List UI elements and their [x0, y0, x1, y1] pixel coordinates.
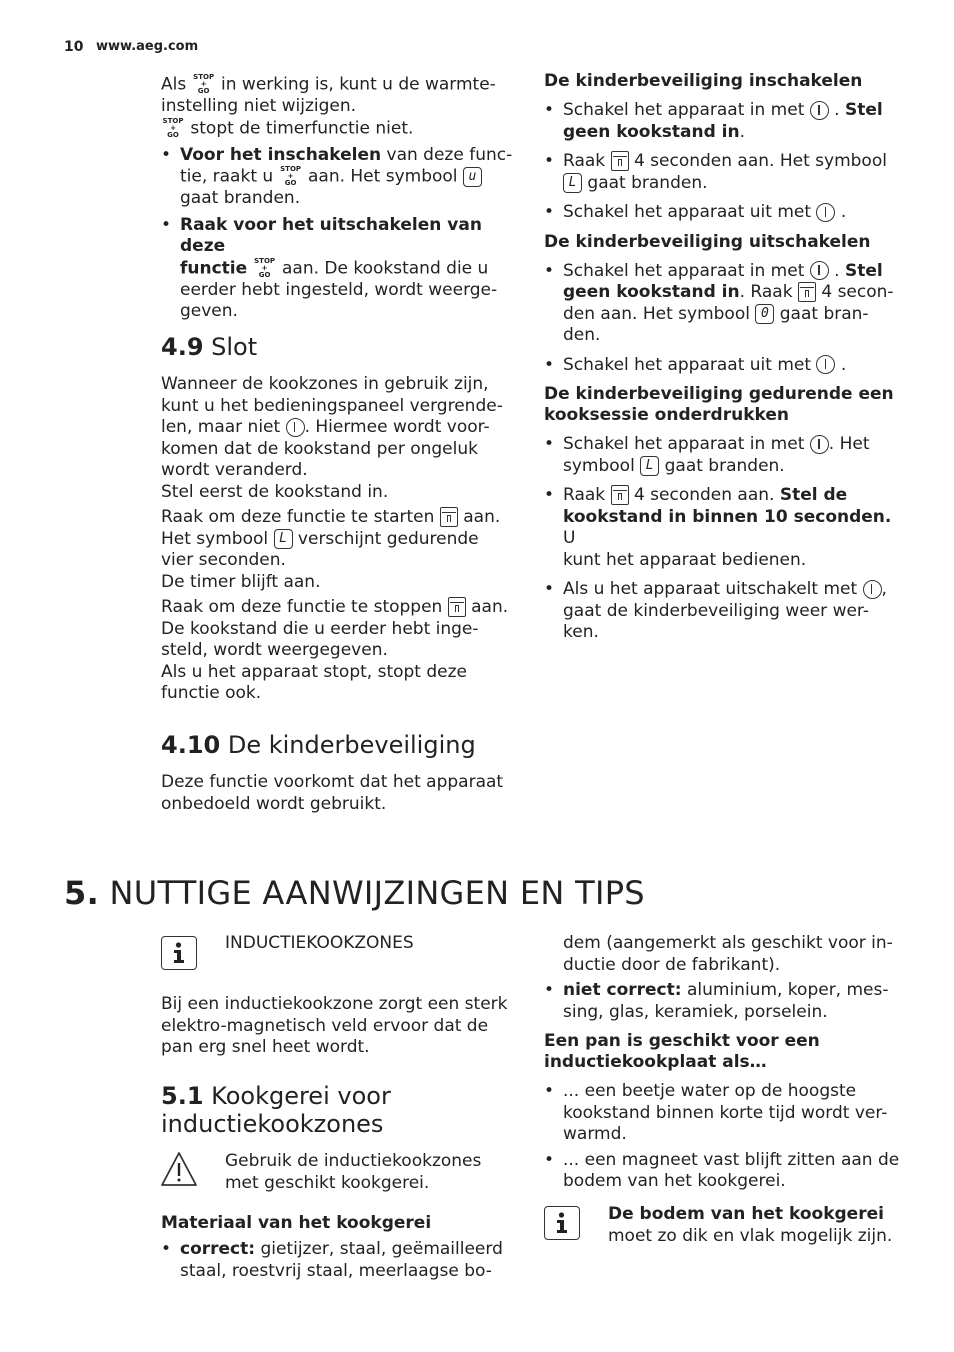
display-u-icon: u: [463, 167, 482, 187]
list-item-continued: dem (aangemerkt als geschikt voor in- ductie door de fabrikant).: [563, 933, 893, 975]
section-5-title: 5. NUTTIGE AANWIJZINGEN EN TIPS: [64, 874, 645, 912]
display-l-icon: L: [640, 456, 659, 476]
right-column-bottom: [544, 933, 904, 1193]
info-text-bodem: De bodem van het kookgerei moet zo dik en vlak mogelijk zijn.: [608, 1204, 893, 1246]
power-icon: [816, 355, 835, 374]
stop-go-icon: STOP + GO: [280, 165, 302, 187]
subheading: De kinderbeveiliging gedurende een kooksessie onderdrukken: [544, 384, 894, 425]
power-icon: [810, 261, 829, 280]
warning-text: Gebruik de inductiekookzones met geschikt kookgerei.: [225, 1151, 482, 1193]
slot-text: Wanneer de kookzones in gebruik zijn, kunt u het bedieningspaneel vergrende- len, maar niet . Hiermee wordt voor- komen dat de kookstand per ongeluk wordt veranderd. Stel eerst de kookstand in. Raak om deze functie te starten aan. Het symbool L verschijnt gedurende vier seconden. De timer blijft aan. Raak om deze functie te stoppen aan. De kookstand die u eerder hebt inge- steld, wordt weergegeven. Als u het apparaat stopt, stopt deze functie ook.: [161, 374, 509, 703]
list-item: • ... een beetje water op de hoogste kookstand binnen korte tijd wordt ver- warmd.: [544, 1081, 904, 1146]
subheading: Een pan is geschikt voor een inductiekookplaat als…: [544, 1031, 820, 1072]
list-item: • Raak voor het uitschakelen van deze functie STOP + GO aan. De kookstand die u eerder hebt ingesteld, wordt weerge- geven.: [161, 215, 521, 323]
right-column-top: [544, 71, 904, 644]
list-item: • Schakel het apparaat uit met .: [544, 355, 904, 377]
induction-intro: Bij een inductiekookzone zorgt een sterk elektro-magnetisch veld ervoor dat de pan erg snel heet wordt.: [161, 994, 508, 1057]
heading-5-1: 5.1 Kookgerei voor inductiekookzones: [161, 1082, 391, 1138]
list-item: • Als u het apparaat uitschakelt met , gaat de kinderbeveiliging weer wer- ken.: [544, 579, 904, 644]
display-0-icon: 0: [755, 304, 774, 324]
stop-go-icon: STOP + GO: [162, 116, 184, 139]
power-icon: [286, 418, 305, 437]
list-item: • Schakel het apparaat in met . Het symbool L gaat branden.: [544, 434, 904, 477]
list-item: • Raak 4 seconden aan. Het symbool L gaat branden.: [544, 151, 904, 194]
lock-icon: [611, 151, 629, 171]
info-text-inductiekookzones: INDUCTIEKOOKZONES: [225, 933, 414, 953]
list-item: • Schakel het apparaat in met . Stel geen kookstand in. Raak 4 secon- den aan. Het symbool 0 gaat bran- den.: [544, 261, 904, 347]
lock-icon: [440, 507, 458, 527]
stop-go-icon: STOP + GO: [254, 256, 276, 279]
power-icon: [810, 435, 829, 454]
heading-4-10: 4.10 De kinderbeveiliging: [161, 731, 476, 759]
subheading: De kinderbeveiliging uitschakelen: [544, 231, 871, 252]
list-item: • Schakel het apparaat in met . Stel geen kookstand in.: [544, 100, 904, 143]
subheading-materiaal: Materiaal van het kookgerei: [161, 1213, 432, 1233]
website-url: www.aeg.com: [96, 39, 199, 54]
page-number: 10: [64, 39, 84, 55]
power-icon: [810, 101, 829, 120]
kinderbeveiliging-intro: Deze functie voorkomt dat het apparaat onbedoeld wordt gebruikt.: [161, 772, 504, 814]
display-l-icon: L: [274, 529, 293, 549]
info-icon: [161, 936, 197, 970]
list-item: • Schakel het apparaat uit met .: [544, 202, 904, 224]
list-item: • Raak 4 seconden aan. Stel de kookstand in binnen 10 seconden. U kunt het apparaat bedienen.: [544, 485, 904, 571]
power-icon: [816, 203, 835, 222]
list-item: • correct: gietijzer, staal, geëmailleerd staal, roestvrij staal, meerlaagse bo-: [161, 1239, 521, 1282]
materials-list: [161, 1239, 521, 1282]
lock-icon: [798, 282, 816, 302]
lock-icon: [448, 597, 466, 617]
power-icon: [863, 580, 882, 599]
list-item: • Voor het inschakelen van deze func- tie, raakt u STOP + GO aan. Het symbool u gaat branden.: [161, 145, 521, 210]
warning-icon: [159, 1150, 199, 1192]
stop-go-icon: STOP + GO: [193, 73, 215, 95]
heading-4-9: 4.9 Slot: [161, 333, 258, 361]
lock-icon: [611, 485, 629, 505]
left-column-top: Als STOP + GO in werking is, kunt u de warmte- instelling niet wijzigen. STOP + GO stopt de timerfunctie niet. • Voor het inschakelen van deze func- tie, raakt u STOP + GO aan. Het symbool u gaat branden. • Raak voor het uitschakelen van deze functie STOP + GO aan. De kookstand die u eerder hebt ingesteld, wordt weerge- geven.: [161, 74, 521, 323]
info-icon: [544, 1206, 580, 1240]
list-item: • niet correct: aluminium, koper, mes- sing, glas, keramiek, porselein.: [544, 980, 904, 1023]
list-item: • ... een magneet vast blijft zitten aan de bodem van het kookgerei.: [544, 1150, 904, 1193]
subheading: De kinderbeveiliging inschakelen: [544, 71, 863, 91]
display-l-icon: L: [563, 173, 582, 193]
